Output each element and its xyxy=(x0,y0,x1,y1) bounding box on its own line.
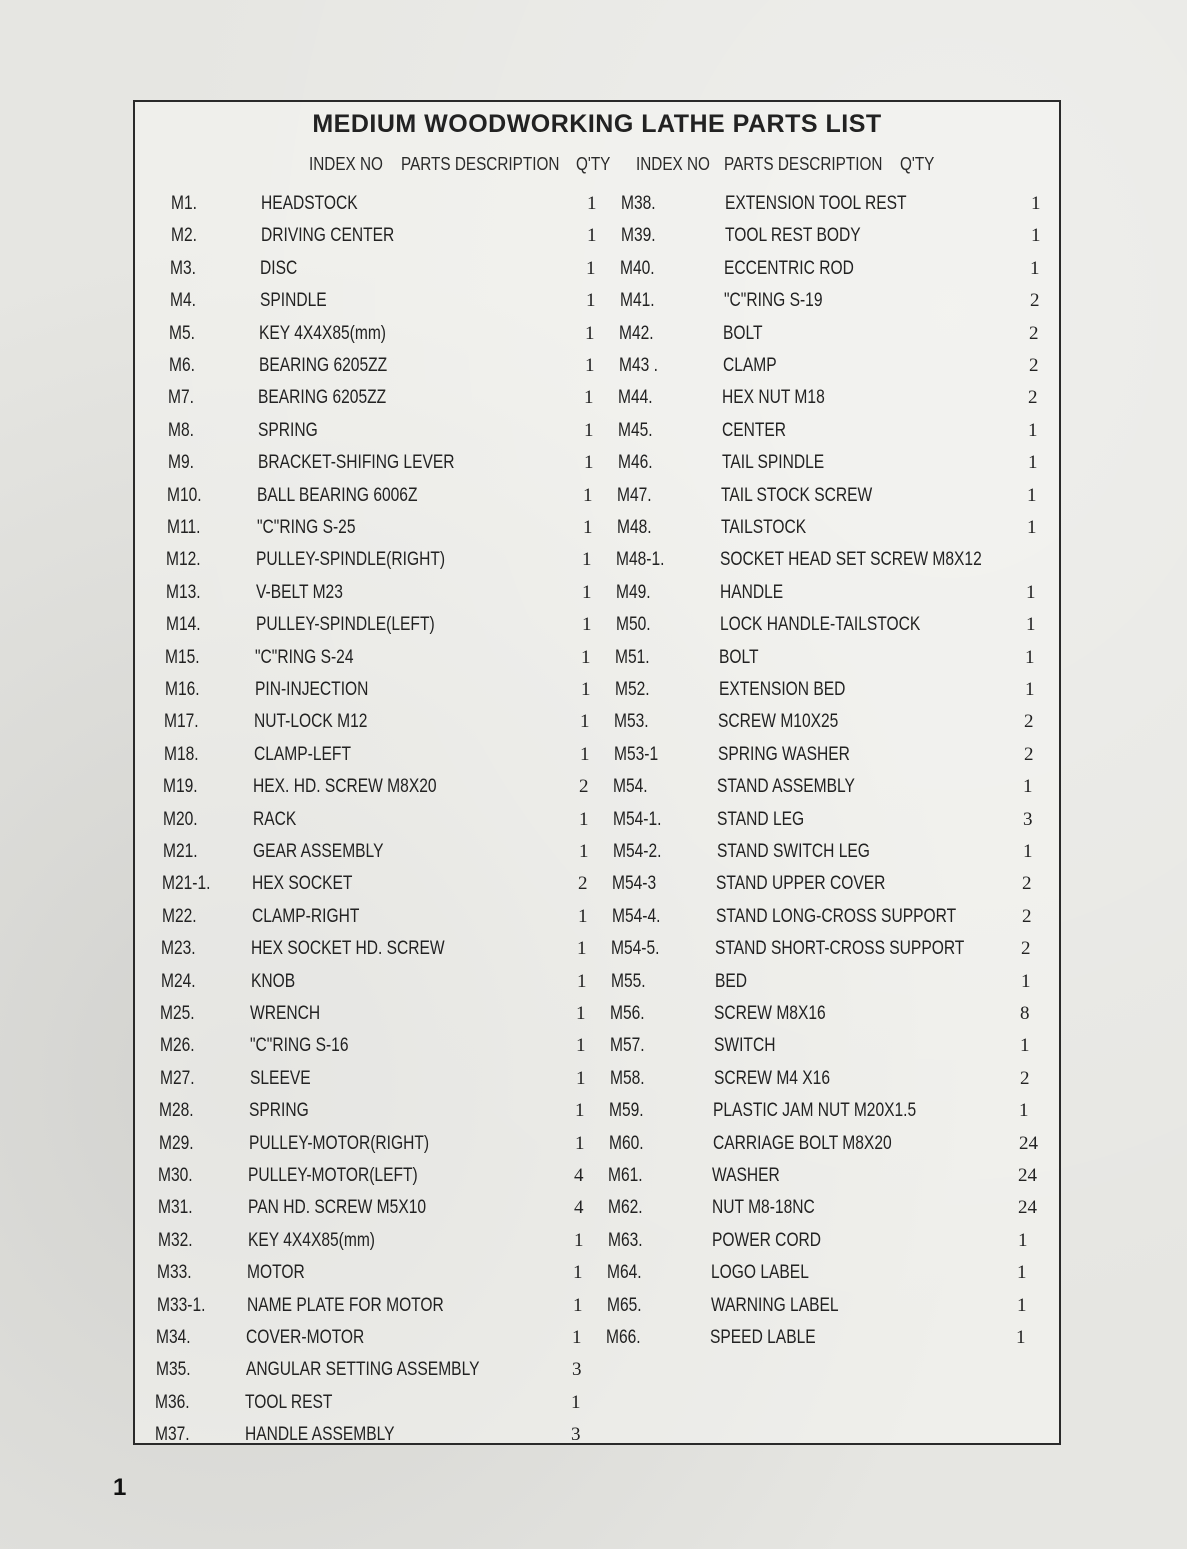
part-quantity: 1 xyxy=(585,322,595,344)
part-quantity: 1 xyxy=(583,484,593,506)
table-row xyxy=(135,190,1055,218)
part-index: M28. xyxy=(159,1100,194,1122)
table-row xyxy=(135,1097,1055,1125)
part-index: M1. xyxy=(171,193,197,214)
part-index: M16. xyxy=(165,679,200,700)
table-row xyxy=(135,514,1055,542)
part-description: ANGULAR SETTING ASSEMBLY xyxy=(246,1359,480,1381)
part-quantity: 1 xyxy=(573,1262,583,1284)
part-description: LOGO LABEL xyxy=(711,1262,809,1284)
part-quantity: 24 xyxy=(1019,1132,1038,1154)
table-row xyxy=(135,482,1055,510)
part-description: BRACKET-SHIFING LEVER xyxy=(258,452,455,474)
part-quantity: 2 xyxy=(1020,1067,1030,1089)
part-quantity: 1 xyxy=(576,1067,586,1089)
part-index: M35. xyxy=(156,1359,191,1381)
part-description: STAND LEG xyxy=(717,808,805,830)
part-quantity: 3 xyxy=(572,1359,582,1381)
part-index: M29. xyxy=(159,1132,194,1154)
part-description: PAN HD. SCREW M5X10 xyxy=(248,1197,427,1219)
table-row xyxy=(135,806,1055,834)
part-index: M17. xyxy=(164,711,199,733)
part-description: TAIL STOCK SCREW xyxy=(721,484,873,506)
table-row xyxy=(135,417,1055,445)
part-quantity: 1 xyxy=(1026,581,1036,603)
part-quantity: 1 xyxy=(1016,1327,1026,1348)
part-index: M66. xyxy=(606,1327,641,1348)
table-row xyxy=(135,1162,1055,1190)
table-row xyxy=(135,676,1055,704)
part-index: M37. xyxy=(155,1424,190,1446)
part-index: M54-4. xyxy=(612,905,661,927)
part-index: M47. xyxy=(617,484,652,506)
part-description: COVER-MOTOR xyxy=(246,1327,365,1348)
part-quantity: 1 xyxy=(576,1003,586,1024)
part-index: M24. xyxy=(161,970,196,992)
part-index: M14. xyxy=(166,614,201,636)
part-index: M54-2. xyxy=(613,841,662,862)
part-quantity: 1 xyxy=(1031,193,1041,214)
part-quantity: 1 xyxy=(582,614,592,636)
part-quantity: 2 xyxy=(1030,290,1040,312)
part-description: DRIVING CENTER xyxy=(261,225,395,247)
part-quantity: 1 xyxy=(578,905,588,927)
part-quantity: 1 xyxy=(1028,419,1038,441)
part-description: SPINDLE xyxy=(260,290,327,312)
part-quantity: 1 xyxy=(1025,679,1035,700)
part-description: CLAMP xyxy=(723,355,777,376)
part-quantity: 1 xyxy=(571,1391,581,1413)
table-row xyxy=(135,708,1055,736)
part-quantity: 1 xyxy=(577,938,587,960)
table-row xyxy=(135,1032,1055,1060)
table-row xyxy=(135,935,1055,963)
part-description: TAILSTOCK xyxy=(721,517,807,538)
part-description: MOTOR xyxy=(247,1262,305,1284)
part-index: M49. xyxy=(616,581,651,603)
table-row xyxy=(135,1259,1055,1287)
part-description: KEY 4X4X85(mm) xyxy=(248,1229,376,1251)
part-index: M54-1. xyxy=(613,808,662,830)
header-parts-description: PARTS DESCRIPTION xyxy=(401,154,560,174)
part-description: POWER CORD xyxy=(712,1229,822,1251)
part-description: SPRING xyxy=(258,419,318,441)
part-quantity: 1 xyxy=(587,225,597,247)
part-index: M23. xyxy=(161,938,196,960)
part-description: CENTER xyxy=(722,419,787,441)
part-quantity: 1 xyxy=(1019,1100,1029,1122)
part-description: PULLEY-SPINDLE(LEFT) xyxy=(256,614,435,636)
table-row xyxy=(135,352,1055,380)
part-index: M32. xyxy=(158,1229,193,1251)
part-quantity: 1 xyxy=(581,646,591,668)
part-description: STAND ASSEMBLY xyxy=(717,776,855,798)
part-quantity: 1 xyxy=(1025,646,1035,668)
part-quantity: 2 xyxy=(1029,355,1039,376)
table-row xyxy=(135,1130,1055,1158)
part-description: BEARING 6205ZZ xyxy=(259,355,388,376)
part-description: KEY 4X4X85(mm) xyxy=(259,322,387,344)
part-quantity: 1 xyxy=(584,419,594,441)
table-row xyxy=(135,644,1055,672)
part-index: M13. xyxy=(166,581,201,603)
part-quantity: 1 xyxy=(1023,776,1033,798)
part-index: M54-3 xyxy=(612,873,657,895)
part-index: M39. xyxy=(621,225,656,247)
header-index-no-2: INDEX NO xyxy=(636,154,710,174)
table-row xyxy=(135,1389,1055,1417)
part-index: M48-1. xyxy=(616,549,665,571)
page-number: 1 xyxy=(113,1474,127,1501)
part-quantity: 1 xyxy=(576,1035,586,1057)
part-index: M65. xyxy=(607,1294,642,1316)
part-description: CARRIAGE BOLT M8X20 xyxy=(713,1132,892,1154)
part-description: TAIL SPINDLE xyxy=(722,452,825,474)
table-row xyxy=(135,1227,1055,1255)
part-description: PULLEY-SPINDLE(RIGHT) xyxy=(256,549,446,571)
part-index: M5. xyxy=(169,322,195,344)
part-description: HEX SOCKET HD. SCREW xyxy=(251,938,445,960)
part-description: "C"RING S-19 xyxy=(724,290,823,312)
part-index: M6. xyxy=(169,355,195,376)
part-index: M26. xyxy=(160,1035,195,1057)
part-description: "C"RING S-16 xyxy=(250,1035,349,1057)
part-index: M27. xyxy=(160,1067,195,1089)
part-quantity: 1 xyxy=(574,1229,584,1251)
table-row xyxy=(135,449,1055,477)
part-description: ECCENTRIC ROD xyxy=(724,257,854,279)
table-row xyxy=(135,1000,1055,1028)
part-description: TOOL REST xyxy=(245,1391,333,1413)
part-index: M64. xyxy=(607,1262,642,1284)
part-quantity: 1 xyxy=(579,808,589,830)
part-index: M4. xyxy=(170,290,196,312)
part-description: NAME PLATE FOR MOTOR xyxy=(247,1294,444,1316)
part-quantity: 1 xyxy=(575,1100,585,1122)
part-index: M12. xyxy=(166,549,201,571)
part-description: SPRING xyxy=(249,1100,309,1122)
table-row xyxy=(135,546,1055,574)
part-quantity: 1 xyxy=(1018,1229,1028,1251)
table-row xyxy=(135,838,1055,866)
table-row xyxy=(135,1194,1055,1222)
part-quantity: 1 xyxy=(1027,484,1037,506)
part-index: M54-5. xyxy=(611,938,660,960)
part-index: M18. xyxy=(164,743,199,765)
part-quantity: 1 xyxy=(584,452,594,474)
part-description: BOLT xyxy=(723,322,763,344)
part-description: DISC xyxy=(260,257,298,279)
part-index: M50. xyxy=(616,614,651,636)
part-description: HEADSTOCK xyxy=(261,193,358,214)
table-row xyxy=(135,870,1055,898)
part-quantity: 24 xyxy=(1018,1165,1037,1186)
part-index: M55. xyxy=(611,970,646,992)
page-title: MEDIUM WOODWORKING LATHE PARTS LIST xyxy=(312,110,882,138)
part-index: M62. xyxy=(608,1197,643,1219)
part-description: TOOL REST BODY xyxy=(725,225,861,247)
part-index: M63. xyxy=(608,1229,643,1251)
part-index: M48. xyxy=(617,517,652,538)
part-index: M22. xyxy=(162,905,197,927)
part-description: STAND LONG-CROSS SUPPORT xyxy=(716,905,957,927)
part-description: WRENCH xyxy=(250,1003,321,1024)
part-index: M34. xyxy=(156,1327,191,1348)
table-row xyxy=(135,320,1055,348)
part-index: M51. xyxy=(615,646,650,668)
table-row xyxy=(135,222,1055,250)
part-quantity: 1 xyxy=(582,581,592,603)
part-quantity: 1 xyxy=(587,193,597,214)
part-description: CLAMP-LEFT xyxy=(254,743,351,765)
part-description: STAND SWITCH LEG xyxy=(717,841,870,862)
part-description: "C"RING S-24 xyxy=(255,646,354,668)
part-description: SLEEVE xyxy=(250,1067,311,1089)
table-row xyxy=(135,287,1055,315)
part-index: M31. xyxy=(158,1197,193,1219)
part-quantity: 2 xyxy=(1022,905,1032,927)
part-index: M54. xyxy=(613,776,648,798)
part-index: M33. xyxy=(157,1262,192,1284)
part-description: GEAR ASSEMBLY xyxy=(253,841,384,862)
part-description: SPEED LABLE xyxy=(710,1327,816,1348)
part-quantity: 1 xyxy=(583,517,593,538)
table-row xyxy=(135,1421,1055,1449)
part-description: SPRING WASHER xyxy=(718,743,850,765)
part-quantity: 1 xyxy=(1020,1035,1030,1057)
table-row xyxy=(135,1356,1055,1384)
part-quantity: 1 xyxy=(581,679,591,700)
header-parts-description-2: PARTS DESCRIPTION xyxy=(724,154,883,174)
part-quantity: 4 xyxy=(574,1197,584,1219)
part-quantity: 3 xyxy=(1023,808,1033,830)
part-quantity: 1 xyxy=(585,355,595,376)
part-index: M20. xyxy=(163,808,198,830)
part-quantity: 2 xyxy=(1029,322,1039,344)
part-description: EXTENSION BED xyxy=(719,679,846,700)
part-index: M25. xyxy=(160,1003,195,1024)
part-description: SWITCH xyxy=(714,1035,776,1057)
part-index: M60. xyxy=(609,1132,644,1154)
part-quantity: 1 xyxy=(586,290,596,312)
part-quantity: 1 xyxy=(580,743,590,765)
part-index: M59. xyxy=(609,1100,644,1122)
table-row xyxy=(135,611,1055,639)
part-index: M36. xyxy=(155,1391,190,1413)
table-row xyxy=(135,1065,1055,1093)
part-index: M41. xyxy=(620,290,655,312)
part-description: BALL BEARING 6006Z xyxy=(257,484,418,506)
part-quantity: 1 xyxy=(1031,225,1041,247)
part-quantity: 1 xyxy=(1021,970,1031,992)
part-index: M53. xyxy=(614,711,649,733)
part-quantity: 2 xyxy=(579,776,589,798)
part-index: M30. xyxy=(158,1165,193,1186)
part-description: SCREW M4 X16 xyxy=(714,1067,831,1089)
part-quantity: 1 xyxy=(579,841,589,862)
part-quantity: 1 xyxy=(1017,1294,1027,1316)
part-description: LOCK HANDLE-TAILSTOCK xyxy=(720,614,921,636)
part-quantity: 1 xyxy=(573,1294,583,1316)
part-description: HEX SOCKET xyxy=(252,873,353,895)
part-description: EXTENSION TOOL REST xyxy=(725,193,907,214)
part-index: M43 . xyxy=(619,355,658,376)
part-quantity: 1 xyxy=(1026,614,1036,636)
part-description: SCREW M8X16 xyxy=(714,1003,826,1024)
part-description: BEARING 6205ZZ xyxy=(258,387,387,409)
part-description: NUT-LOCK M12 xyxy=(254,711,368,733)
part-quantity: 2 xyxy=(1024,711,1034,733)
part-quantity: 2 xyxy=(1021,938,1031,960)
part-description: HEX. HD. SCREW M8X20 xyxy=(253,776,437,798)
table-row xyxy=(135,741,1055,769)
part-description: SCREW M10X25 xyxy=(718,711,839,733)
part-index: M52. xyxy=(615,679,650,700)
part-quantity: 2 xyxy=(1022,873,1032,895)
part-description: WASHER xyxy=(712,1165,780,1186)
part-index: M38. xyxy=(621,193,656,214)
part-index: M45. xyxy=(618,419,653,441)
part-index: M3. xyxy=(170,257,196,279)
part-description: CLAMP-RIGHT xyxy=(252,905,360,927)
part-quantity: 1 xyxy=(1030,257,1040,279)
part-description: HEX NUT M18 xyxy=(722,387,825,409)
header-qty-2: Q'TY xyxy=(900,154,935,174)
part-index: M21. xyxy=(163,841,198,862)
part-index: M56. xyxy=(610,1003,645,1024)
part-description: "C"RING S-25 xyxy=(257,517,356,538)
table-row xyxy=(135,1292,1055,1320)
part-quantity: 1 xyxy=(1028,452,1038,474)
part-description: WARNING LABEL xyxy=(711,1294,839,1316)
part-quantity: 1 xyxy=(1017,1262,1027,1284)
part-index: M53-1 xyxy=(614,743,659,765)
part-quantity: 8 xyxy=(1020,1003,1030,1024)
part-description: HANDLE xyxy=(720,581,784,603)
part-description: KNOB xyxy=(251,970,296,992)
part-description: PULLEY-MOTOR(RIGHT) xyxy=(249,1132,430,1154)
part-quantity: 1 xyxy=(572,1327,582,1348)
part-index: M19. xyxy=(163,776,198,798)
table-row xyxy=(135,1324,1055,1352)
part-index: M8. xyxy=(168,419,194,441)
part-index: M57. xyxy=(610,1035,645,1057)
part-quantity: 1 xyxy=(580,711,590,733)
part-description: PLASTIC JAM NUT M20X1.5 xyxy=(713,1100,917,1122)
part-description: RACK xyxy=(253,808,297,830)
part-quantity: 4 xyxy=(574,1165,584,1186)
part-quantity: 1 xyxy=(575,1132,585,1154)
part-quantity: 24 xyxy=(1018,1197,1037,1219)
table-row xyxy=(135,773,1055,801)
table-row xyxy=(135,579,1055,607)
part-index: M10. xyxy=(167,484,202,506)
part-description: BOLT xyxy=(719,646,759,668)
part-index: M2. xyxy=(171,225,197,247)
part-description: NUT M8-18NC xyxy=(712,1197,815,1219)
part-index: M61. xyxy=(608,1165,643,1186)
part-index: M11. xyxy=(167,517,201,538)
part-description: V-BELT M23 xyxy=(256,581,343,603)
part-description: STAND SHORT-CROSS SUPPORT xyxy=(715,938,965,960)
header-index-no: INDEX NO xyxy=(309,154,383,174)
part-quantity: 2 xyxy=(1024,743,1034,765)
header-qty: Q'TY xyxy=(576,154,611,174)
part-quantity: 1 xyxy=(1023,841,1033,862)
part-quantity: 2 xyxy=(578,873,588,895)
part-index: M21-1. xyxy=(162,873,211,895)
part-description: BED xyxy=(715,970,748,992)
table-row xyxy=(135,968,1055,996)
part-description: SOCKET HEAD SET SCREW M8X12 xyxy=(720,549,982,571)
part-index: M7. xyxy=(168,387,194,409)
part-quantity: 1 xyxy=(584,387,594,409)
part-description: PULLEY-MOTOR(LEFT) xyxy=(248,1165,418,1186)
part-index: M58. xyxy=(610,1067,645,1089)
part-index: M9. xyxy=(168,452,194,474)
table-row xyxy=(135,255,1055,283)
part-index: M46. xyxy=(618,452,653,474)
parts-list-frame xyxy=(133,100,1061,1445)
table-row xyxy=(135,903,1055,931)
table-row xyxy=(135,384,1055,412)
part-index: M40. xyxy=(620,257,655,279)
part-quantity: 1 xyxy=(577,970,587,992)
part-quantity: 1 xyxy=(1027,517,1037,538)
part-index: M42. xyxy=(619,322,654,344)
part-description: STAND UPPER COVER xyxy=(716,873,886,895)
part-quantity: 2 xyxy=(1028,387,1038,409)
part-index: M15. xyxy=(165,646,200,668)
part-description: PIN-INJECTION xyxy=(255,679,369,700)
part-quantity: 1 xyxy=(586,257,596,279)
part-index: M33-1. xyxy=(157,1294,206,1316)
part-quantity: 3 xyxy=(571,1424,581,1446)
part-index: M44. xyxy=(618,387,653,409)
part-description: HANDLE ASSEMBLY xyxy=(245,1424,395,1446)
part-quantity: 1 xyxy=(582,549,592,571)
